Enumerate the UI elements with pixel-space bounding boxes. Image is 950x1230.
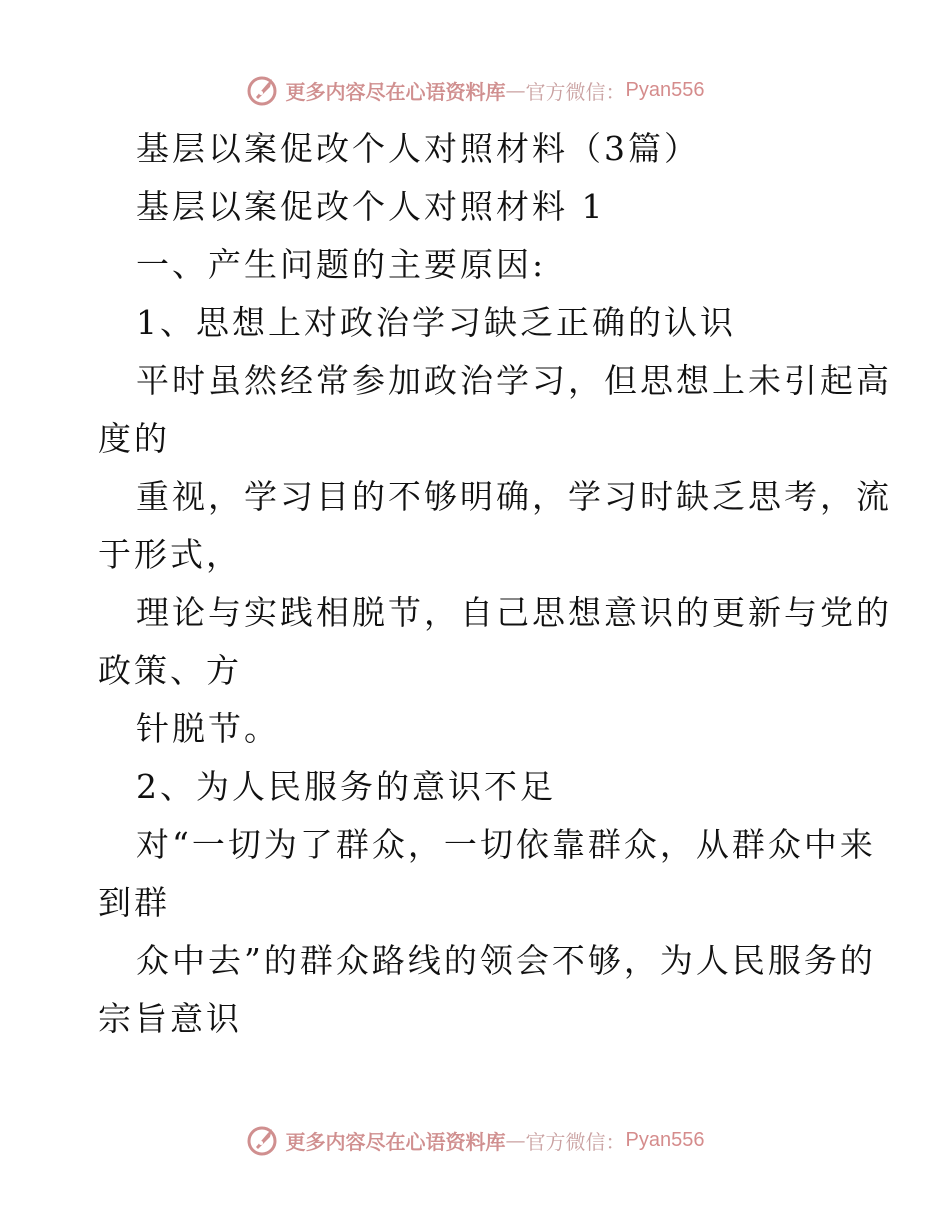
banner-dash: — xyxy=(505,78,526,102)
paragraph-line: 平时虽然经常参加政治学习，但思想上未引起高 xyxy=(136,361,892,400)
banner-brand: 更多内容尽在心语资料库 xyxy=(285,1129,506,1154)
paragraph-line: 政策、方 xyxy=(98,651,242,690)
paragraph-line: 针脱节。 xyxy=(136,709,280,748)
banner-wechat-label: 官方微信： xyxy=(525,1129,626,1154)
paragraph-line: 理论与实践相脱节，自己思想意识的更新与党的 xyxy=(136,593,892,632)
footer-banner xyxy=(0,1120,950,1160)
paragraph-line: 宗旨意识 xyxy=(98,999,242,1038)
banner-account: Pyan556 xyxy=(625,78,705,101)
banner-account: Pyan556 xyxy=(625,1128,705,1151)
paragraph-line: 于形式， xyxy=(98,535,242,574)
pen-logo-icon xyxy=(246,1123,280,1157)
heading-causes: 一、产生问题的主要原因: xyxy=(136,245,547,284)
section-title: 基层以案促改个人对照材料 1 xyxy=(136,187,606,226)
paragraph-line: 众中去”的群众路线的领会不够，为人民服务的 xyxy=(136,941,876,980)
paragraph-line: 度的 xyxy=(98,419,170,458)
document-title: 基层以案促改个人对照材料（3篇） xyxy=(136,129,700,168)
banner-brand: 更多内容尽在心语资料库 xyxy=(285,79,506,104)
paragraph-line: 重视，学习目的不够明确，学习时缺乏思考，流 xyxy=(136,477,892,516)
subheading-1: 1、思想上对政治学习缺乏正确的认识 xyxy=(136,303,736,342)
subheading-2: 2、为人民服务的意识不足 xyxy=(136,767,556,806)
banner-dash: — xyxy=(505,1128,526,1152)
document-body xyxy=(98,120,892,1048)
paragraph-line: 对“一切为了群众，一切依靠群众，从群众中来 xyxy=(136,825,876,864)
pen-logo-icon xyxy=(246,73,280,107)
header-banner xyxy=(0,70,950,110)
paragraph-line: 到群 xyxy=(98,883,170,922)
banner-wechat-label: 官方微信： xyxy=(525,79,626,104)
